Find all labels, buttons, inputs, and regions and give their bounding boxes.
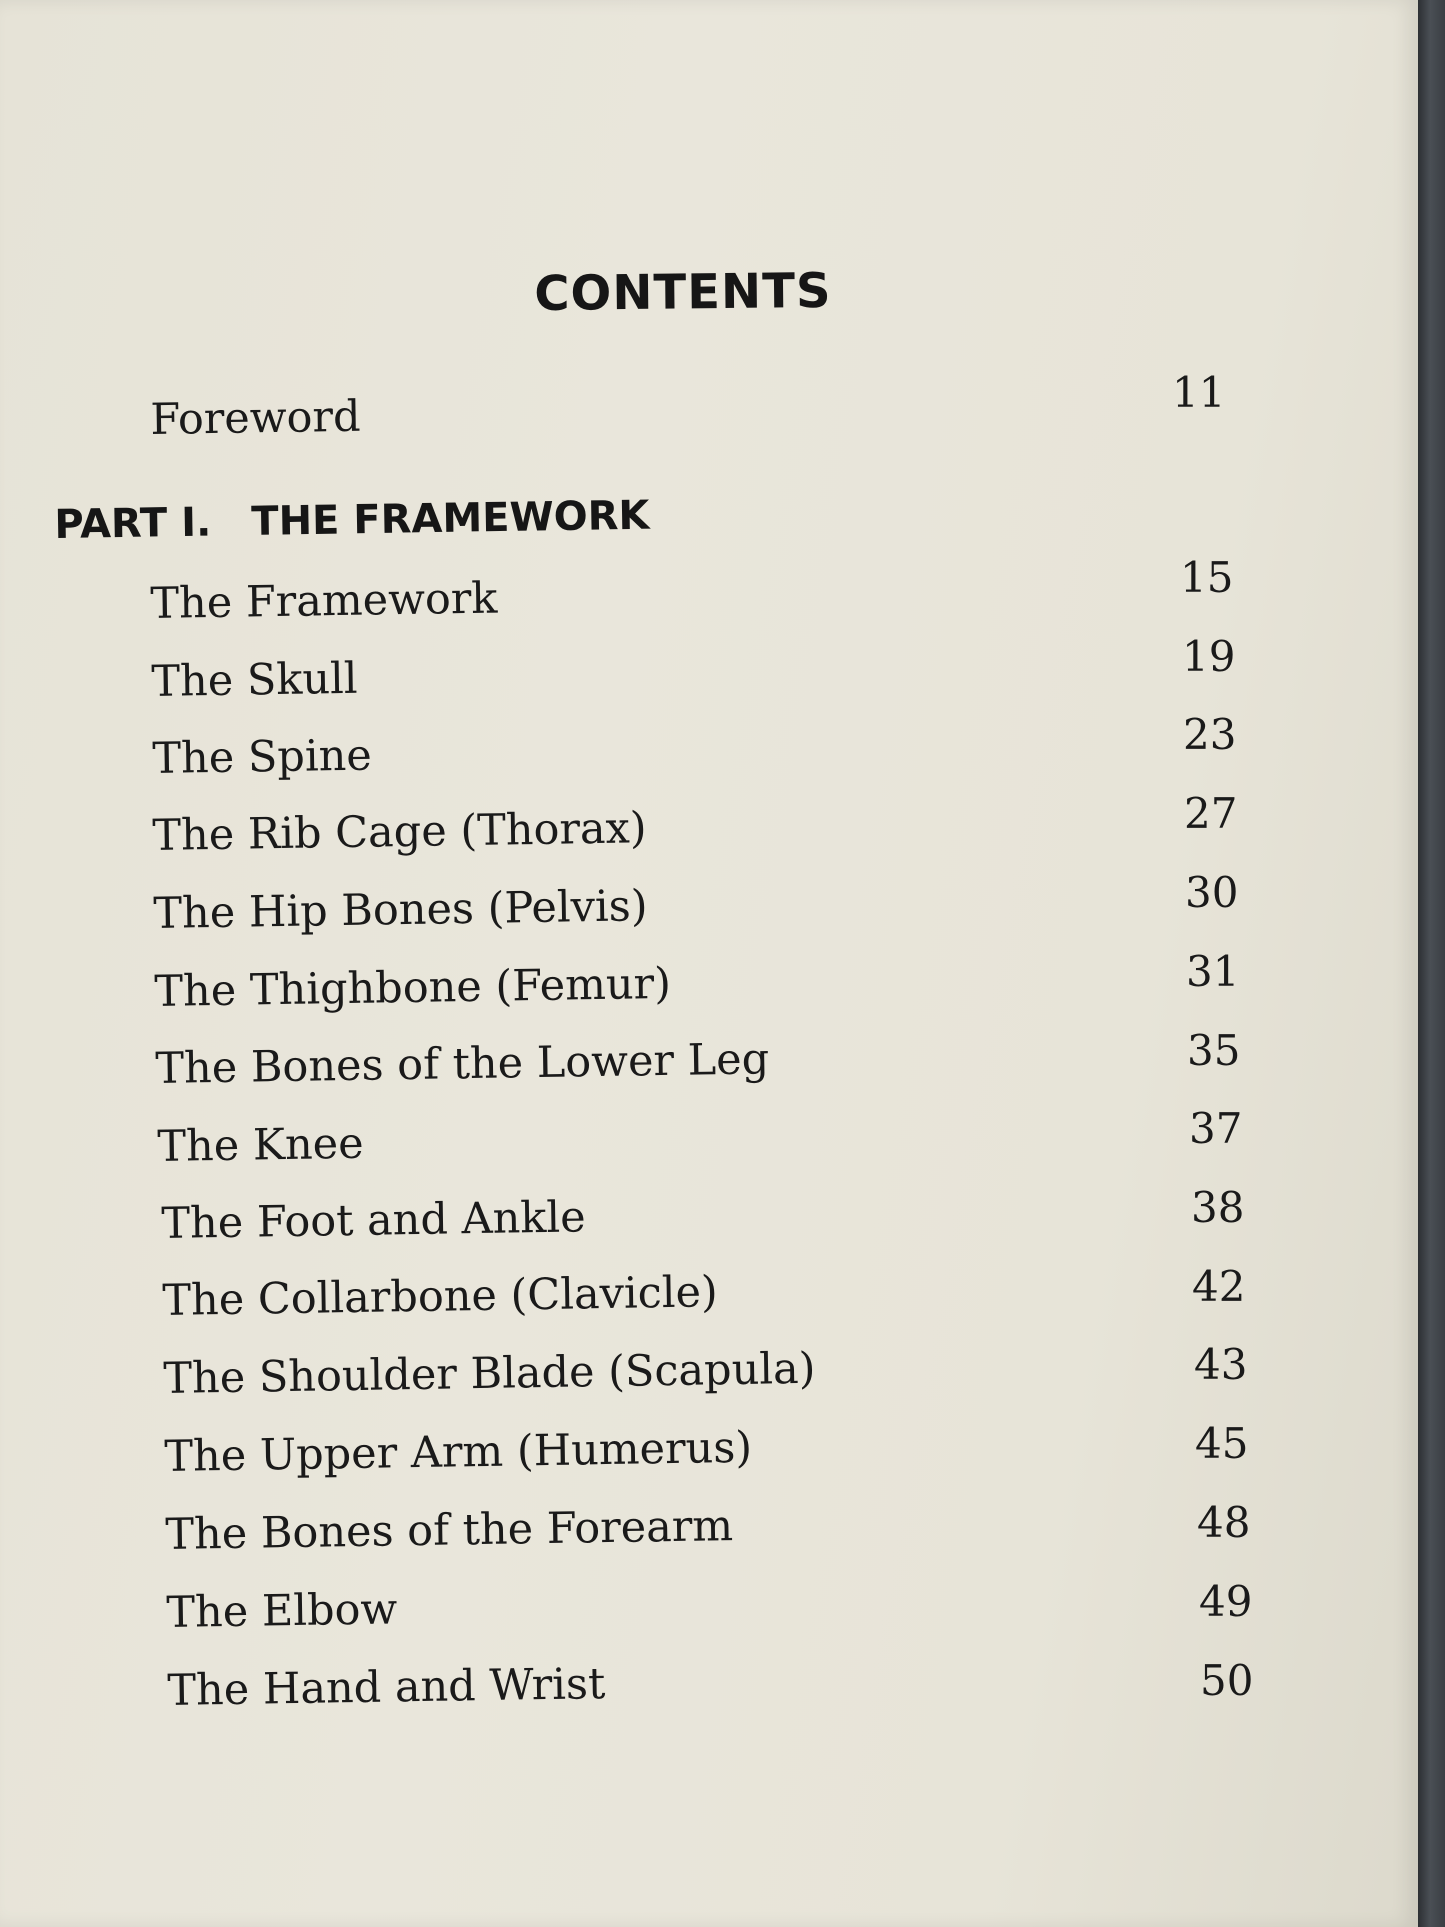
toc-entry-page: 19 <box>1182 632 1236 681</box>
toc-entry-page: 31 <box>1186 947 1240 996</box>
toc-entry-title: The Hip Bones (Pelvis) <box>153 881 648 939</box>
part-title: THE FRAMEWORK <box>250 492 650 545</box>
toc-entry-title: The Knee <box>157 1118 364 1172</box>
toc-entry-title: The Framework <box>150 573 498 629</box>
toc-entry-page: 43 <box>1194 1340 1248 1389</box>
toc-entry-title: The Hand and Wrist <box>167 1659 606 1716</box>
toc-entry-page: 45 <box>1195 1419 1249 1468</box>
toc-entry-page: 35 <box>1187 1026 1241 1075</box>
toc-entry-page: 48 <box>1197 1498 1251 1547</box>
foreword-page: 11 <box>1172 368 1226 417</box>
toc-entry-title: The Bones of the Forearm <box>165 1501 734 1560</box>
toc-entry-title: The Thighbone (Femur) <box>154 958 672 1017</box>
toc-entry-page: 30 <box>1185 868 1239 917</box>
toc-entry-title: The Spine <box>152 730 373 784</box>
toc-entry-title: The Collarbone (Clavicle) <box>162 1267 719 1326</box>
toc-entry-title: The Shoulder Blade (Scapula) <box>163 1343 816 1404</box>
book-spine-edge <box>1418 0 1445 1927</box>
toc-entry-page: 23 <box>1183 710 1237 759</box>
foreword-title: Foreword <box>150 391 361 445</box>
toc-entry-title: The Rib Cage (Thorax) <box>152 803 647 861</box>
part-number: PART I. <box>54 499 212 548</box>
toc-entry-title: The Elbow <box>166 1584 398 1638</box>
toc-entry-page: 42 <box>1192 1262 1246 1311</box>
toc-entry-title: The Upper Arm (Humerus) <box>164 1422 753 1482</box>
toc-entry-title: The Bones of the Lower Leg <box>155 1034 770 1094</box>
contents-heading: CONTENTS <box>534 262 832 322</box>
toc-entry-page: 38 <box>1191 1183 1245 1232</box>
toc-entry-title: The Foot and Ankle <box>161 1192 586 1249</box>
toc-entry-page: 37 <box>1189 1104 1243 1153</box>
toc-entry-page: 50 <box>1200 1656 1254 1705</box>
toc-entry-page: 27 <box>1184 789 1238 838</box>
toc-entry-page: 15 <box>1180 553 1234 602</box>
part-heading <box>54 493 650 548</box>
toc-entry-title: The Skull <box>151 653 358 707</box>
toc-entry-page: 49 <box>1199 1577 1253 1626</box>
